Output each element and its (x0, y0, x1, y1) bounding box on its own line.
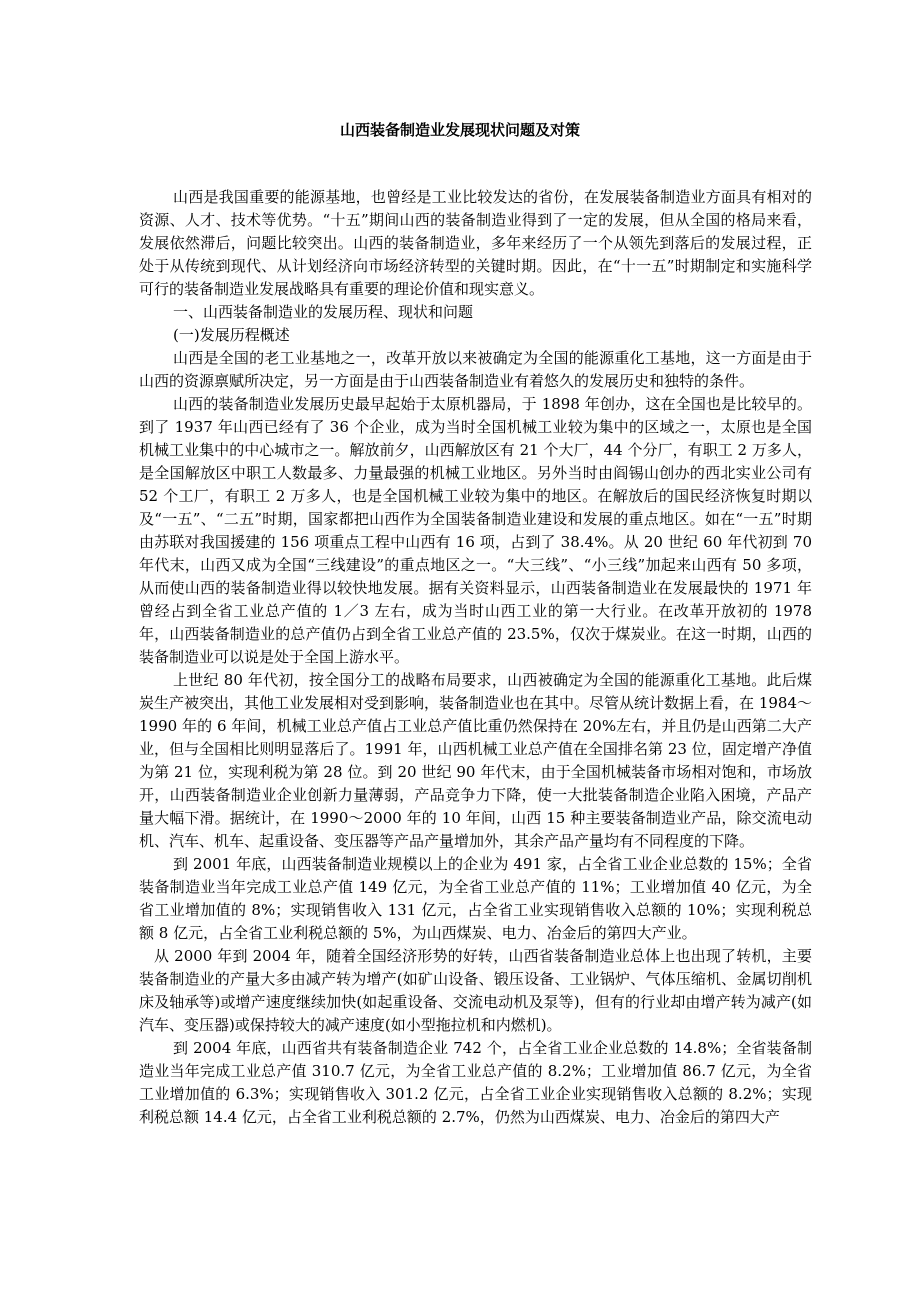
body-paragraph: 山西的装备制造业发展历史最早起始于太原机器局，于 1898 年创办，这在全国也是比较早的。到了 1937 年山西已经有了 36 个企业，成为当时全国机械工业较为集中的区域之一，太原也是全国机械工业集中的中心城市之一。解放前夕，山西解放区有 21 个大厂，44 个分厂，有职工 2 万多人，是全国解放区中职工人数最多、力量最强的机械工业地区。另外当时由阎锡山创办的西北实业公司有 52 个工厂，有职工 2 万多人，也是全国机械工业较为集中的地区。在解放后的国民经济恢复时期以及“一五”、“二五”时期，国家都把山西作为全国装备制造业建设和发展的重点地区。如在“一五”时期由苏联对我国援建的 156 项重点工程中山西有 16 项，占到了 38.4%。从 20 世纪 60 年代初到 70 年代末，山西又成为全国“三线建设”的重点地区之一。“大三线”、“小三线”加起来山西有 50 多项，从而使山西的装备制造业得以较快地发展。据有关资料显示，山西装备制造业在发展最快的 1971 年曾经占到全省工业总产值的 1／3 左右，成为当时山西工业的第一大行业。在改革开放初的 1978 年，山西装备制造业的总产值仍占到全省工业总产值的 23.5%，仅次于煤炭业。在这一时期，山西的装备制造业可以说是处于全国上游水平。 (139, 395, 812, 666)
body-paragraph: 到 2001 年底，山西装备制造业规模以上的企业为 491 家，占全省工业企业总数的 15%；全省装备制造业当年完成工业总产值 149 亿元，为全省工业总产值的 11%；工业增加值 40 亿元，为全省工业增加值的 8%；实现销售收入 131 亿元，占全省工业实现销售收入总额的 10%；实现利税总额 8 亿元，占全省工业利税总额的 5%，为山西煤炭、电力、冶金后的第四大产业。 (139, 855, 812, 942)
body-paragraph: 从 2000 年到 2004 年，随着全国经济形势的好转，山西省装备制造业总体上也出现了转机，主要装备制造业的产量大多由减产转为增产(如矿山设备、锻压设备、工业锅炉、气体压缩机、金属切削机床及轴承等)或增产速度继续加快(如起重设备、交流电动机及泵等)，但有的行业却由增产转为减产(如汽车、变压器)或保持较大的减产速度(如小型拖拉机和内燃机)。 (139, 947, 812, 1034)
document-title: 山西装备制造业发展现状问题及对策 (339, 121, 580, 139)
subsection-heading: (一)发展历程概述 (173, 326, 290, 344)
section-heading: 一、山西装备制造业的发展历程、现状和问题 (173, 303, 474, 321)
intro-paragraph: 山西是我国重要的能源基地，也曾经是工业比较发达的省份，在发展装备制造业方面具有相对的资源、人才、技术等优势。“十五”期间山西的装备制造业得到了一定的发展，但从全国的格局来看，发展依然滞后，问题比较突出。山西的装备制造业，多年来经历了一个从领先到落后的发展过程，正处于从传统到现代、从计划经济向市场经济转型的关键时期。因此，在“十一五”时期制定和实施科学可行的装备制造业发展战略具有重要的理论价值和现实意义。 (139, 188, 812, 298)
body-paragraph: 到 2004 年底，山西省共有装备制造企业 742 个，占全省工业企业总数的 14.8%；全省装备制造业当年完成工业总产值 310.7 亿元，为全省工业总产值的 8.2%；工业增加值 86.7 亿元，为全省工业增加值的 6.3%；实现销售收入 301.2 亿元，占全省工业企业实现销售收入总额的 8.2%；实现利税总额 14.4 亿元，占全省工业利税总额的 2.7%，仍然为山西煤炭、电力、冶金后的第四大产 (139, 1039, 812, 1126)
body-paragraph: 上世纪 80 年代初，按全国分工的战略布局要求，山西被确定为全国的能源重化工基地。此后煤炭生产被突出，其他工业发展相对受到影响，装备制造业也在其中。尽管从统计数据上看，在 1984～1990 年的 6 年间，机械工业总产值占工业总产值比重仍然保持在 20%左右，并且仍是山西第二大产业，但与全国相比则明显落后了。1991 年，山西机械工业总产值在全国排名第 23 位，固定增产净值为第 21 位，实现利税为第 28 位。到 20 世纪 90 年代末，由于全国机械装备市场相对饱和，市场放开，山西装备制造业企业创新力量薄弱，产品竞争力下降，使一大批装备制造企业陷入困境，产品产量大幅下滑。据统计，在 1990～2000 年的 10 年间，山西 15 种主要装备制造业产品，除交流电动机、汽车、机车、起重设备、变压器等产品产量增加外，其余产品产量均有不同程度的下降。 (139, 671, 812, 850)
document-body (139, 186, 812, 1129)
body-paragraph: 山西是全国的老工业基地之一，改革开放以来被确定为全国的能源重化工基地，这一方面是由于山西的资源禀赋所决定，另一方面是由于山西装备制造业有着悠久的发展历史和独特的条件。 (139, 349, 812, 390)
